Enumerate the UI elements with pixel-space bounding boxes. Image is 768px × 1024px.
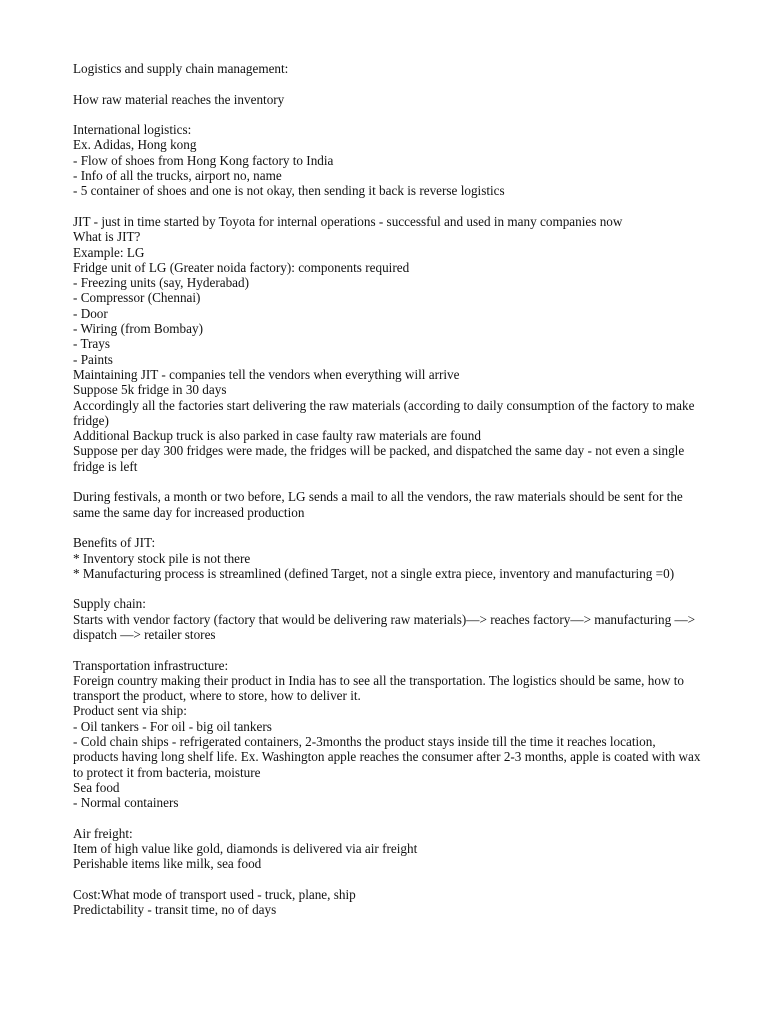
paragraph-gap bbox=[73, 76, 703, 91]
text-line: - Paints bbox=[73, 351, 113, 367]
document-body bbox=[73, 61, 703, 918]
text-line: - Compressor (Chennai) bbox=[73, 290, 201, 306]
text-block bbox=[73, 658, 703, 811]
text-line: Starts with vendor factory (factory that would be delivering raw materials)—> reaches factory—> manufacturing —> dispatch —> retailer stores bbox=[73, 611, 696, 642]
text-line: Ex. Adidas, Hong kong bbox=[73, 137, 197, 153]
text-block bbox=[73, 122, 703, 198]
text-line: Accordingly all the factories start delivering the raw materials (according to daily consumption of the factory to make fridge) bbox=[73, 397, 695, 428]
text-line: Air freight: bbox=[73, 825, 133, 841]
text-line: Supply chain: bbox=[73, 596, 146, 612]
text-line: - Flow of shoes from Hong Kong factory to India bbox=[73, 152, 334, 168]
text-line: During festivals, a month or two before, LG sends a mail to all the vendors, the raw materials should be sent for the same the same day for increased production bbox=[73, 489, 683, 520]
text-line: Foreign country making their product in India has to see all the transportation. The logistics should be same, how to transport the product, where to store, how to deliver it. bbox=[73, 672, 685, 704]
text-line: Transportation infrastructure: bbox=[73, 657, 229, 673]
text-line: - Oil tankers - For oil - big oil tankers bbox=[73, 718, 272, 734]
text-line: - Cold chain ships - refrigerated containers, 2-3months the product stays inside till the time it reaches location, products having long shelf life. Ex. Washington apple reaches the consumer after 2-3 months, apple is coated with wax to protect it from bacteria, moisture bbox=[73, 734, 701, 780]
text-block bbox=[73, 826, 703, 872]
paragraph-gap bbox=[73, 199, 703, 214]
text-line: Example: LG bbox=[73, 244, 145, 260]
text-line: International logistics: bbox=[73, 122, 192, 138]
text-line: Maintaining JIT - companies tell the vendors when everything will arrive bbox=[73, 366, 460, 382]
text-line: JIT - just in time started by Toyota for internal operations - successful and used in many companies now bbox=[73, 213, 623, 229]
text-line: Cost:What mode of transport used - truck, plane, ship bbox=[73, 887, 356, 903]
paragraph-gap bbox=[73, 474, 703, 489]
text-line: - Door bbox=[73, 305, 108, 321]
paragraph-gap bbox=[73, 520, 703, 535]
paragraph-gap bbox=[73, 872, 703, 887]
text-block bbox=[73, 596, 703, 642]
text-line: - Normal containers bbox=[73, 795, 179, 811]
text-line: * Manufacturing process is streamlined (defined Target, not a single extra piece, inventory and manufacturing =0) bbox=[73, 565, 675, 581]
text-line: - Info of all the trucks, airport no, name bbox=[73, 168, 282, 184]
text-line: Item of high value like gold, diamonds is delivered via air freight bbox=[73, 841, 418, 857]
text-line: - Trays bbox=[73, 336, 111, 352]
text-line: Logistics and supply chain management: bbox=[73, 61, 289, 76]
text-line: Predictability - transit time, no of days bbox=[73, 902, 277, 918]
text-line: How raw material reaches the inventory bbox=[73, 91, 285, 107]
text-line: Perishable items like milk, sea food bbox=[73, 856, 262, 872]
text-line: Product sent via ship: bbox=[73, 703, 187, 719]
text-block bbox=[73, 887, 703, 918]
text-block bbox=[73, 535, 703, 581]
text-block bbox=[73, 489, 703, 520]
text-line: - Wiring (from Bombay) bbox=[73, 321, 203, 337]
text-block bbox=[73, 92, 703, 107]
text-line: Sea food bbox=[73, 779, 120, 795]
paragraph-gap bbox=[73, 107, 703, 122]
text-line: Suppose per day 300 fridges were made, the fridges will be packed, and dispatched the same day - not even a single fridge is left bbox=[73, 443, 685, 474]
text-line: Benefits of JIT: bbox=[73, 535, 156, 551]
text-line: What is JIT? bbox=[73, 229, 141, 245]
text-line: * Inventory stock pile is not there bbox=[73, 550, 251, 566]
paragraph-gap bbox=[73, 581, 703, 596]
text-line: Additional Backup truck is also parked in case faulty raw materials are found bbox=[73, 428, 481, 444]
text-line: - 5 container of shoes and one is not okay, then sending it back is reverse logistics bbox=[73, 183, 505, 199]
text-block bbox=[73, 214, 703, 474]
paragraph-gap bbox=[73, 642, 703, 657]
paragraph-gap bbox=[73, 811, 703, 826]
text-line: Suppose 5k fridge in 30 days bbox=[73, 382, 227, 398]
text-block bbox=[73, 61, 703, 76]
text-line: Fridge unit of LG (Greater noida factory): components required bbox=[73, 259, 410, 275]
text-line: - Freezing units (say, Hyderabad) bbox=[73, 275, 250, 291]
